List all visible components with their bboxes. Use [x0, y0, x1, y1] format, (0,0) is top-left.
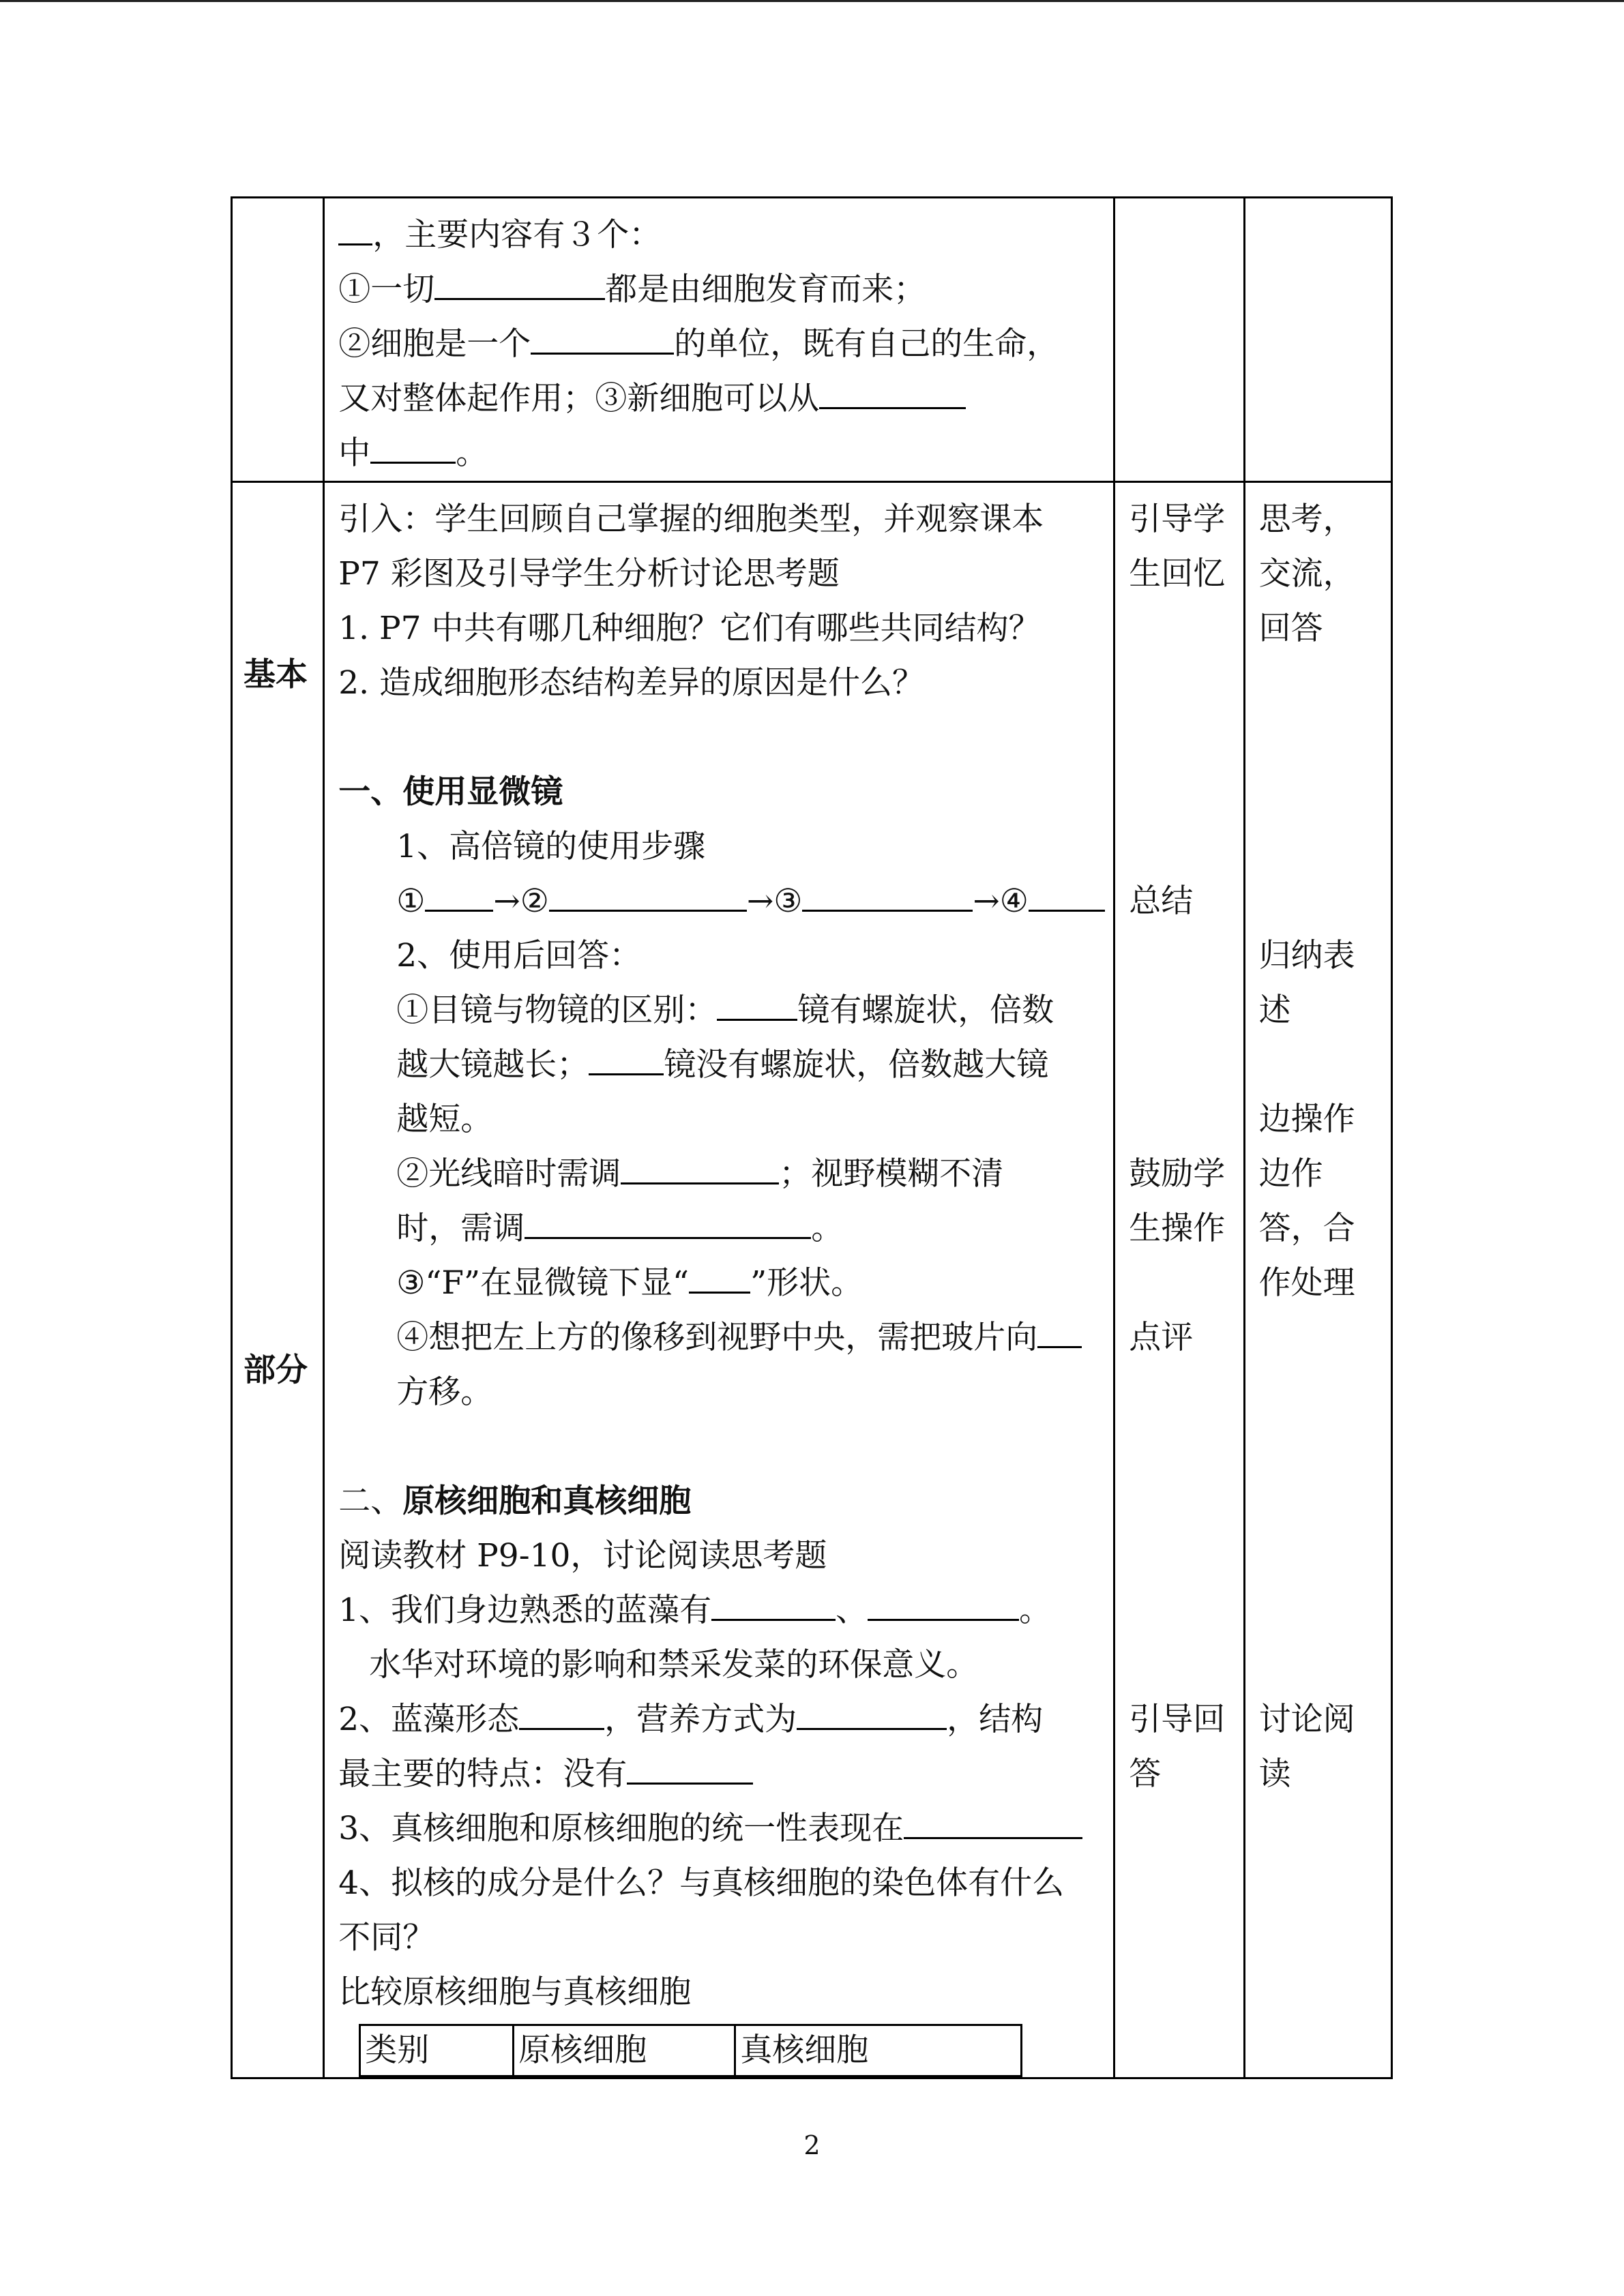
text-line — [338, 1802, 1106, 1856]
blank-spacer — [1259, 820, 1385, 874]
text-line — [338, 1474, 1106, 1529]
blank-spacer — [1259, 1583, 1385, 1638]
student-activity-text: 边作 — [1258, 1155, 1323, 1193]
text-segment: 阅读教材 P9-10，讨论阅读思考题 — [338, 1537, 827, 1575]
comparison-header-cell: 原核细胞 — [514, 2025, 735, 2076]
blank-spacer — [1259, 711, 1385, 765]
comparison-header-row — [360, 2025, 1022, 2076]
fill-in-blank — [819, 374, 966, 409]
text-segment: ”形状。 — [750, 1264, 863, 1302]
student-activity-text: 边操作 — [1258, 1101, 1355, 1138]
blank-spacer — [1129, 1529, 1237, 1583]
blank-spacer — [338, 711, 1106, 765]
blank-spacer — [1129, 929, 1237, 983]
fill-in-blank — [531, 320, 674, 355]
text-line — [338, 426, 1106, 481]
text-segment: 方移。 — [396, 1373, 493, 1411]
fill-in-blank — [797, 1695, 947, 1730]
text-segment: 又对整体起作用；③新细胞可以从 — [338, 380, 820, 417]
text-line — [338, 820, 1106, 874]
teacher-activity-text: 引导学 — [1129, 501, 1226, 538]
teacher-activity-text: 答 — [1129, 1755, 1162, 1793]
text-line — [338, 263, 1106, 317]
blank-spacer — [1259, 1311, 1385, 1365]
student-cell-empty — [1244, 198, 1391, 482]
cell-theory-content — [325, 198, 1113, 481]
blank-spacer — [1129, 765, 1237, 820]
fill-in-blank — [717, 986, 797, 1021]
text-segment: 。 — [1019, 1592, 1052, 1629]
text-line — [338, 208, 1106, 263]
text-segment: 2、使用后回答： — [396, 937, 642, 974]
blank-spacer — [1129, 656, 1237, 711]
text-line — [338, 1038, 1106, 1092]
blank-spacer — [1129, 1583, 1237, 1638]
teacher-activity-text: 生操作 — [1129, 1210, 1226, 1247]
blank-spacer — [1259, 1365, 1385, 1420]
text-segment: ，结构 — [947, 1701, 1044, 1738]
teacher-activity-text: 总结 — [1129, 882, 1194, 920]
student-activity-list — [1245, 483, 1391, 1802]
text-line — [338, 1747, 1106, 1802]
text-segment: 。 — [456, 434, 488, 472]
fill-in-blank — [1029, 877, 1105, 912]
text-segment: 4、拟核的成分是什么？与真核细胞的染色体有什么 — [338, 1864, 1065, 1902]
blank-spacer — [1129, 1638, 1237, 1693]
top-border-line — [0, 0, 1624, 2]
fill-in-blank — [549, 877, 747, 912]
fill-in-blank — [904, 1804, 1082, 1839]
comparison-header-cell: 类别 — [360, 2025, 514, 2076]
fill-in-blank — [519, 1695, 604, 1730]
text-segment: 的单位，既有自己的生命， — [674, 325, 1059, 363]
text-segment: 1. P7 中共有哪几种细胞？它们有哪些共同结构？ — [338, 610, 1041, 647]
text-line — [338, 1147, 1106, 1202]
blank-spacer — [1129, 1420, 1237, 1474]
blank-spacer — [1259, 1474, 1385, 1529]
text-line — [338, 1965, 1106, 2020]
text-segment: ，主要内容有３个： — [372, 216, 662, 254]
text-segment: 都是由细胞发育而来； — [605, 271, 926, 308]
text-segment: P7 彩图及引导学生分析讨论思考题 — [338, 555, 840, 593]
teacher-activity-text: 生回忆 — [1129, 555, 1226, 593]
text-line — [338, 492, 1106, 547]
text-segment: 。 — [811, 1210, 844, 1247]
blank-spacer — [1129, 1092, 1237, 1147]
text-segment: ①目镜与物镜的区别： — [396, 992, 718, 1029]
blank-spacer — [1259, 765, 1385, 820]
label-cell-empty — [232, 198, 324, 482]
section-heading — [338, 765, 1106, 820]
text-line — [338, 372, 1106, 426]
text-line — [338, 1693, 1106, 1747]
student-activity-text: 答，合 — [1258, 1210, 1355, 1247]
lesson-plan-table — [231, 196, 1393, 2079]
page-number: 2 — [803, 2130, 821, 2160]
fill-in-blank — [338, 211, 372, 245]
fill-in-blank — [425, 877, 493, 912]
fill-in-blank — [1037, 1313, 1082, 1348]
blank-spacer — [1129, 601, 1237, 656]
text-line — [338, 1256, 1106, 1311]
teacher-activity-cell — [1114, 482, 1244, 2078]
text-line — [338, 983, 1106, 1038]
text-line — [338, 656, 1106, 711]
text-segment: 镜有螺旋状，倍数 — [797, 992, 1054, 1029]
text-segment: ②细胞是一个 — [338, 325, 531, 363]
content-cell — [324, 482, 1114, 2078]
teacher-activity-text: 引导回 — [1129, 1701, 1226, 1738]
text-segment: 原核细胞和真核细胞 — [402, 1482, 692, 1520]
text-line — [338, 1638, 1106, 1693]
text-segment: 一、使用显微镜 — [338, 773, 563, 811]
student-activity-text: 作处理 — [1258, 1264, 1355, 1302]
fill-in-blank — [370, 429, 456, 464]
text-segment: 最主要的特点：没有 — [338, 1755, 628, 1793]
text-line — [338, 1092, 1106, 1147]
student-activity-text: 读 — [1258, 1755, 1291, 1793]
table-row-continuation — [232, 198, 1392, 482]
student-activity-text: 交流， — [1258, 555, 1355, 593]
text-segment: →④ — [973, 882, 1029, 920]
text-segment: 2. 造成细胞形态结构差异的原因是什么？ — [338, 664, 925, 702]
teacher-activity-text: 点评 — [1129, 1319, 1194, 1356]
text-segment: 1、我们身边熟悉的蓝藻有 — [338, 1592, 712, 1629]
text-segment: 不同？ — [338, 1919, 435, 1956]
fill-in-blank — [689, 1259, 750, 1294]
student-activity-cell — [1244, 482, 1391, 2078]
text-segment: 比较原核细胞与真核细胞 — [338, 1973, 692, 2011]
text-segment: ① — [396, 882, 426, 920]
content-cell — [324, 198, 1114, 482]
text-line — [338, 1583, 1106, 1638]
table-row-basic-part — [232, 482, 1392, 2078]
blank-spacer — [1129, 983, 1237, 1038]
teacher-activity-text: 鼓励学 — [1129, 1155, 1226, 1193]
section-label-line1: 基本 — [243, 656, 308, 694]
text-segment: ①一切 — [338, 271, 435, 308]
text-line — [338, 1911, 1106, 1965]
comparison-table — [359, 2024, 1022, 2077]
text-segment: 中 — [338, 434, 371, 472]
text-line — [338, 1529, 1106, 1583]
blank-spacer — [1129, 1038, 1237, 1092]
fill-in-blank — [802, 877, 973, 912]
text-segment: 二、 — [338, 1482, 403, 1520]
text-segment: ③“F”在显微镜下显“ — [396, 1264, 690, 1302]
text-segment: ，营养方式为 — [604, 1701, 797, 1738]
text-line — [338, 929, 1106, 983]
text-line — [338, 1365, 1106, 1420]
text-segment: ；视野模糊不清 — [779, 1155, 1004, 1193]
section-label-line2: 部分 — [243, 1352, 308, 1389]
blank-spacer — [1129, 1256, 1237, 1311]
text-segment: 越大镜越长； — [396, 1046, 589, 1084]
blank-spacer — [1129, 1474, 1237, 1529]
basic-part-content — [325, 483, 1113, 2020]
blank-spacer — [1259, 656, 1385, 711]
blank-spacer — [1259, 1038, 1385, 1092]
student-activity-text: 述 — [1258, 992, 1291, 1029]
text-segment: ④想把左上方的像移到视野中央，需把玻片向 — [396, 1319, 1038, 1356]
blank-spacer — [1129, 711, 1237, 765]
text-segment: →② — [493, 882, 549, 920]
fill-in-blank — [589, 1041, 664, 1075]
text-segment: 、 — [836, 1592, 868, 1629]
comparison-header-cell: 真核细胞 — [735, 2025, 1022, 2076]
text-segment: 引入：学生回顾自己掌握的细胞类型，并观察课本 — [338, 501, 1044, 538]
blank-spacer — [338, 1420, 1106, 1474]
text-segment: 1、高倍镜的使用步骤 — [396, 828, 706, 865]
student-activity-text: 归纳表 — [1258, 937, 1355, 974]
student-activity-text: 回答 — [1258, 610, 1323, 647]
teacher-activity-list — [1115, 483, 1243, 1802]
fill-in-blank — [711, 1586, 836, 1621]
blank-spacer — [1259, 1529, 1385, 1583]
blank-spacer — [1129, 1365, 1237, 1420]
blank-spacer — [1259, 1638, 1385, 1693]
text-line — [338, 1856, 1106, 1911]
fill-in-blank — [621, 1150, 779, 1184]
text-line — [338, 1311, 1106, 1365]
text-segment: →③ — [746, 882, 803, 920]
blank-spacer — [1129, 820, 1237, 874]
text-segment: 镜没有螺旋状，倍数越大镜 — [664, 1046, 1049, 1084]
fill-in-blank — [627, 1750, 753, 1785]
text-segment: 越短。 — [396, 1101, 493, 1138]
blank-spacer — [1259, 874, 1385, 929]
text-line — [338, 1202, 1106, 1256]
blank-spacer — [1259, 1420, 1385, 1474]
fill-in-blank — [868, 1586, 1019, 1621]
text-line — [338, 317, 1106, 372]
text-line — [338, 601, 1106, 656]
student-activity-text: 思考， — [1258, 501, 1355, 538]
text-line — [338, 547, 1106, 601]
text-segment: 3、真核细胞和原核细胞的统一性表现在 — [338, 1810, 904, 1847]
text-line — [338, 874, 1106, 929]
text-segment: 水华对环境的影响和禁采发菜的环保意义。 — [369, 1646, 979, 1684]
text-segment: 时，需调 — [396, 1210, 525, 1247]
text-segment: ②光线暗时需调 — [396, 1155, 621, 1193]
label-cell — [232, 482, 324, 2078]
student-activity-text: 讨论阅 — [1258, 1701, 1355, 1738]
fill-in-blank — [434, 265, 605, 300]
text-segment: 2、蓝藻形态 — [338, 1701, 520, 1738]
teacher-cell-empty — [1114, 198, 1244, 482]
fill-in-blank — [525, 1204, 811, 1239]
